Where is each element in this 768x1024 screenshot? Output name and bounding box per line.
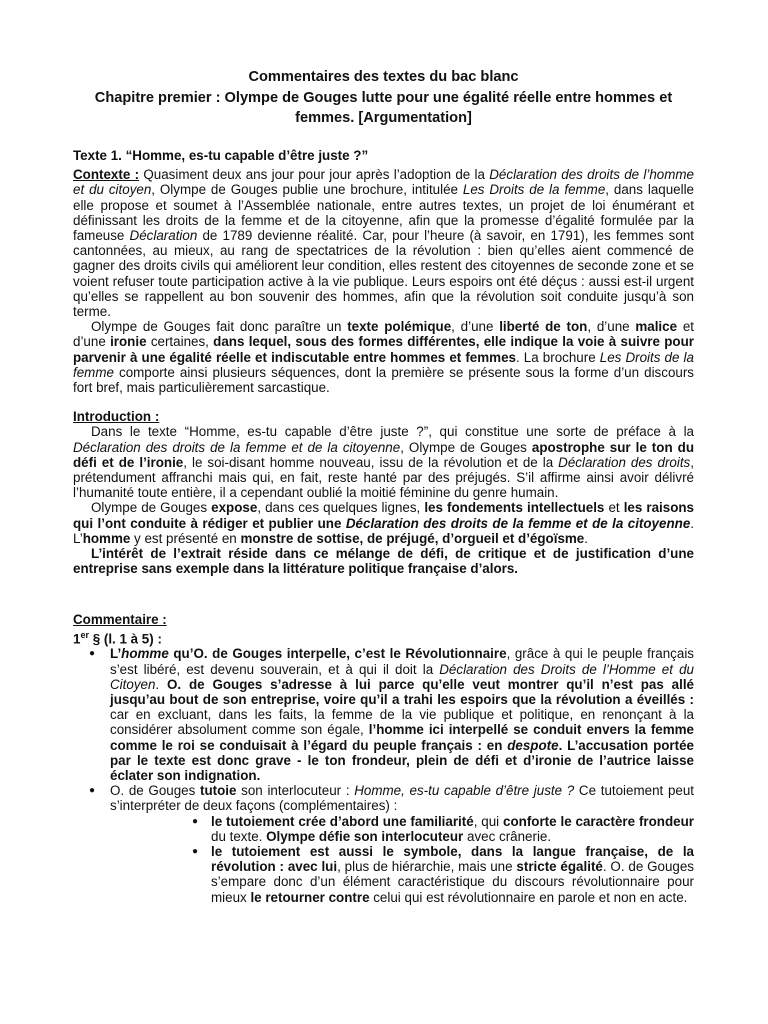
chapter-subtitle: Chapitre premier : Olympe de Gouges lutte pour une égalité réelle entre hommes et femmes. [Argumentation]	[94, 90, 673, 126]
text-run: y est présenté en	[130, 530, 241, 546]
text-run: Homme, es-tu capable d’être juste ?	[354, 783, 575, 799]
document-title: Commentaires des textes du bac blanc	[248, 69, 519, 85]
text-run: , prétendument affranchi mais qui, en fait, reste hanté par des préjugés. S’il affirme ainsi avoir délivré l’humanité toute entière, il a cependant oublié la moitié féminine du genre humain.	[73, 454, 694, 501]
text-run: .	[584, 530, 588, 546]
text-run: de 1789 devienne réalité. Car, pour l’heure (à savoir, en 1791), les femmes sont cantonnées, au mieux, au rang de spectatrices de la révolution : bien qu’elles aient commencé de gagner des droits civils qui améliorent leur condition, elles restent des citoyennes de seconde zone et se voient refuser toute participation active à la vie publique. Leurs espoirs ont été déçus : aussi est-il urgent qu’elles se rappellent au bon souvenir des hommes, afin que la révolution soit conduite jusqu’à son terme.	[73, 228, 694, 320]
comment-bullet-2	[110, 783, 694, 813]
contexte-text	[73, 167, 694, 319]
text-run: . L’accusation portée par le texte est donc grave - le ton frondeur, plein de défi et d’ironie de l’autrice laisse éclater son indignation.	[110, 737, 694, 783]
introduction-paragraph-1	[73, 424, 694, 500]
text-run: Les Droits de la femme	[462, 182, 606, 198]
text-run: l’homme ici interpellé se conduit envers la femme comme le roi se conduisait à l’égard du peuple français : en	[110, 722, 695, 753]
contexte-paragraph-2	[73, 319, 694, 395]
text-run: L’intérêt de l’extrait réside dans ce mélange de défi, de critique et de justification d’une entreprise sans exemple dans la littérature politique française d’alors.	[73, 546, 694, 577]
text-run: homme	[82, 530, 131, 546]
introduction-label: Introduction :	[73, 409, 160, 425]
text-run: et d’une	[73, 319, 694, 350]
text-run: Olympe défie son interlocuteur	[266, 828, 464, 844]
text-run: . La brochure	[515, 349, 600, 365]
text-run: et	[604, 500, 624, 516]
text-run: car en excluant, dans les faits, la femme de la vie publique et politique, en renonçant à la considérer absolument comme son égale,	[110, 707, 694, 738]
text-run: . L’	[73, 515, 694, 546]
section-number: 1	[73, 631, 81, 647]
text-run: dans lequel, sous des formes différentes, elle indique la voie à suivre pour parvenir à une égalité réelle et indiscutable entre hommes et femmes	[73, 334, 695, 365]
contexte-paragraph	[73, 167, 694, 319]
text-run: , le soi-disant homme nouveau, issu de la révolution et de la	[183, 454, 559, 470]
text-run: , d’une	[451, 319, 500, 335]
text-run: Déclaration des droits de l’homme et du citoyen	[73, 167, 694, 198]
text-run: les fondements intellectuels	[424, 500, 605, 516]
text-run: le retourner contre	[250, 889, 370, 905]
text-run: monstre de sottise, de préjugé, d’orgueil et d’égoïsme	[240, 530, 585, 546]
section-1-heading	[73, 628, 694, 647]
text-run: , dans laquelle elle propose et soumet à l’Assemblée nationale, entre autres textes, un projet de loi énumérant et définissant les droits de la femme et de la citoyenne, afin que la promesse d’égalité formulée par la fameuse	[73, 182, 695, 244]
text-run: Les Droits de la femme	[73, 349, 694, 380]
text-run: ironie	[110, 334, 147, 350]
text-run: , plus de hiérarchie, mais une	[337, 859, 517, 875]
comment-sub-bullet-2	[211, 844, 694, 905]
text-run: , Olympe de Gouges	[400, 439, 532, 455]
text-run: du texte.	[211, 828, 267, 844]
text-run: conforte le caractère frondeur	[503, 813, 694, 829]
text-run: avec crânerie.	[463, 828, 552, 844]
introduction-paragraph-3	[73, 546, 694, 576]
text-run: texte polémique	[347, 319, 452, 335]
text-run: le tutoiement crée d’abord une familiarité	[211, 813, 474, 829]
comment-sub-bullet-list	[73, 814, 694, 905]
text-run: certaines,	[146, 334, 214, 350]
text-run: Déclaration des Droits de l’Homme et du Citoyen	[110, 661, 694, 692]
text-run: O. de Gouges s’adresse à lui parce qu’elle veut montrer qu’il n’est pas allé jusqu’au bout de son entreprise, voire qu’il a trahi les espoirs que la révolution a éveillés :	[110, 676, 694, 707]
text-run: , d’une	[587, 319, 636, 335]
text-run: stricte égalité	[516, 859, 603, 875]
comment-sub-bullet-1	[211, 814, 694, 844]
text-run: comporte ainsi plusieurs séquences, dont la première se présente sous la forme d’un discours fort bref, mais particulièrement sarcastique.	[73, 364, 694, 396]
comment-bullet-1	[110, 646, 694, 783]
text-run: liberté de ton	[499, 319, 588, 335]
text-run: celui qui est révolutionnaire en parole et non en acte.	[369, 889, 688, 905]
text-run: expose	[211, 500, 258, 516]
text-run: , grâce à qui le peuple français s’est libéré, est devenu souverain, et à qui il doit la	[110, 646, 694, 677]
text-run: son interlocuteur :	[236, 783, 355, 799]
contexte-label: Contexte :	[73, 167, 140, 183]
text-run: les raisons qui l’ont conduite à rédiger et publier une	[73, 500, 695, 531]
text-run: , qui	[473, 813, 504, 829]
text-run: Olympe de Gouges fait donc paraître un	[91, 319, 348, 335]
text-run: .	[155, 676, 167, 692]
text-run: L’	[110, 646, 122, 662]
text-run: qu’O. de Gouges interpelle, c’est le Révolutionnaire	[168, 646, 507, 662]
text-run: Déclaration	[129, 228, 198, 244]
text-run: despote	[507, 737, 559, 753]
text-run: tutoie	[200, 783, 237, 799]
text-run: Quasiment deux ans jour pour jour après l’adoption de la	[139, 167, 490, 183]
text-run: Ce tutoiement peut s’interpréter de deux façons (complémentaires) :	[110, 783, 695, 814]
text-run: . O. de Gouges s’empare donc d’un élément caractéristique du discours révolutionnaire pour mieux	[211, 859, 695, 905]
text-run: apostrophe sur le ton du défi et de l’ironie	[73, 439, 694, 470]
text-run: Dans le texte “Homme, es-tu capable d’être juste ?”, qui constitue une sorte de préface à la	[91, 424, 694, 440]
text-run: homme	[121, 646, 169, 662]
section-ordinal: er	[80, 629, 89, 640]
text-run: O. de Gouges	[110, 783, 201, 799]
text-run: Déclaration des droits	[558, 454, 691, 470]
comment-bullet-list	[73, 646, 694, 813]
introduction-paragraph-2	[73, 500, 694, 546]
commentaire-label: Commentaire :	[73, 612, 167, 628]
text-run: , Olympe de Gouges publie une brochure, intitulée	[151, 182, 463, 198]
text-run: malice	[635, 319, 678, 335]
texte-heading: Texte 1. “Homme, es-tu capable d’être juste ?”	[73, 148, 369, 163]
text-run: le tutoiement est aussi le symbole, dans la langue française, de la révolution : avec lui	[211, 844, 694, 875]
section-range: § (l. 1 à 5) :	[88, 631, 162, 647]
text-run: , dans ces quelques lignes,	[257, 500, 425, 516]
text-run: Déclaration des droits de la femme et de la citoyenne	[73, 439, 401, 455]
text-run: Déclaration des droits de la femme et de la citoyenne	[345, 515, 691, 531]
text-run: Olympe de Gouges	[91, 500, 212, 516]
